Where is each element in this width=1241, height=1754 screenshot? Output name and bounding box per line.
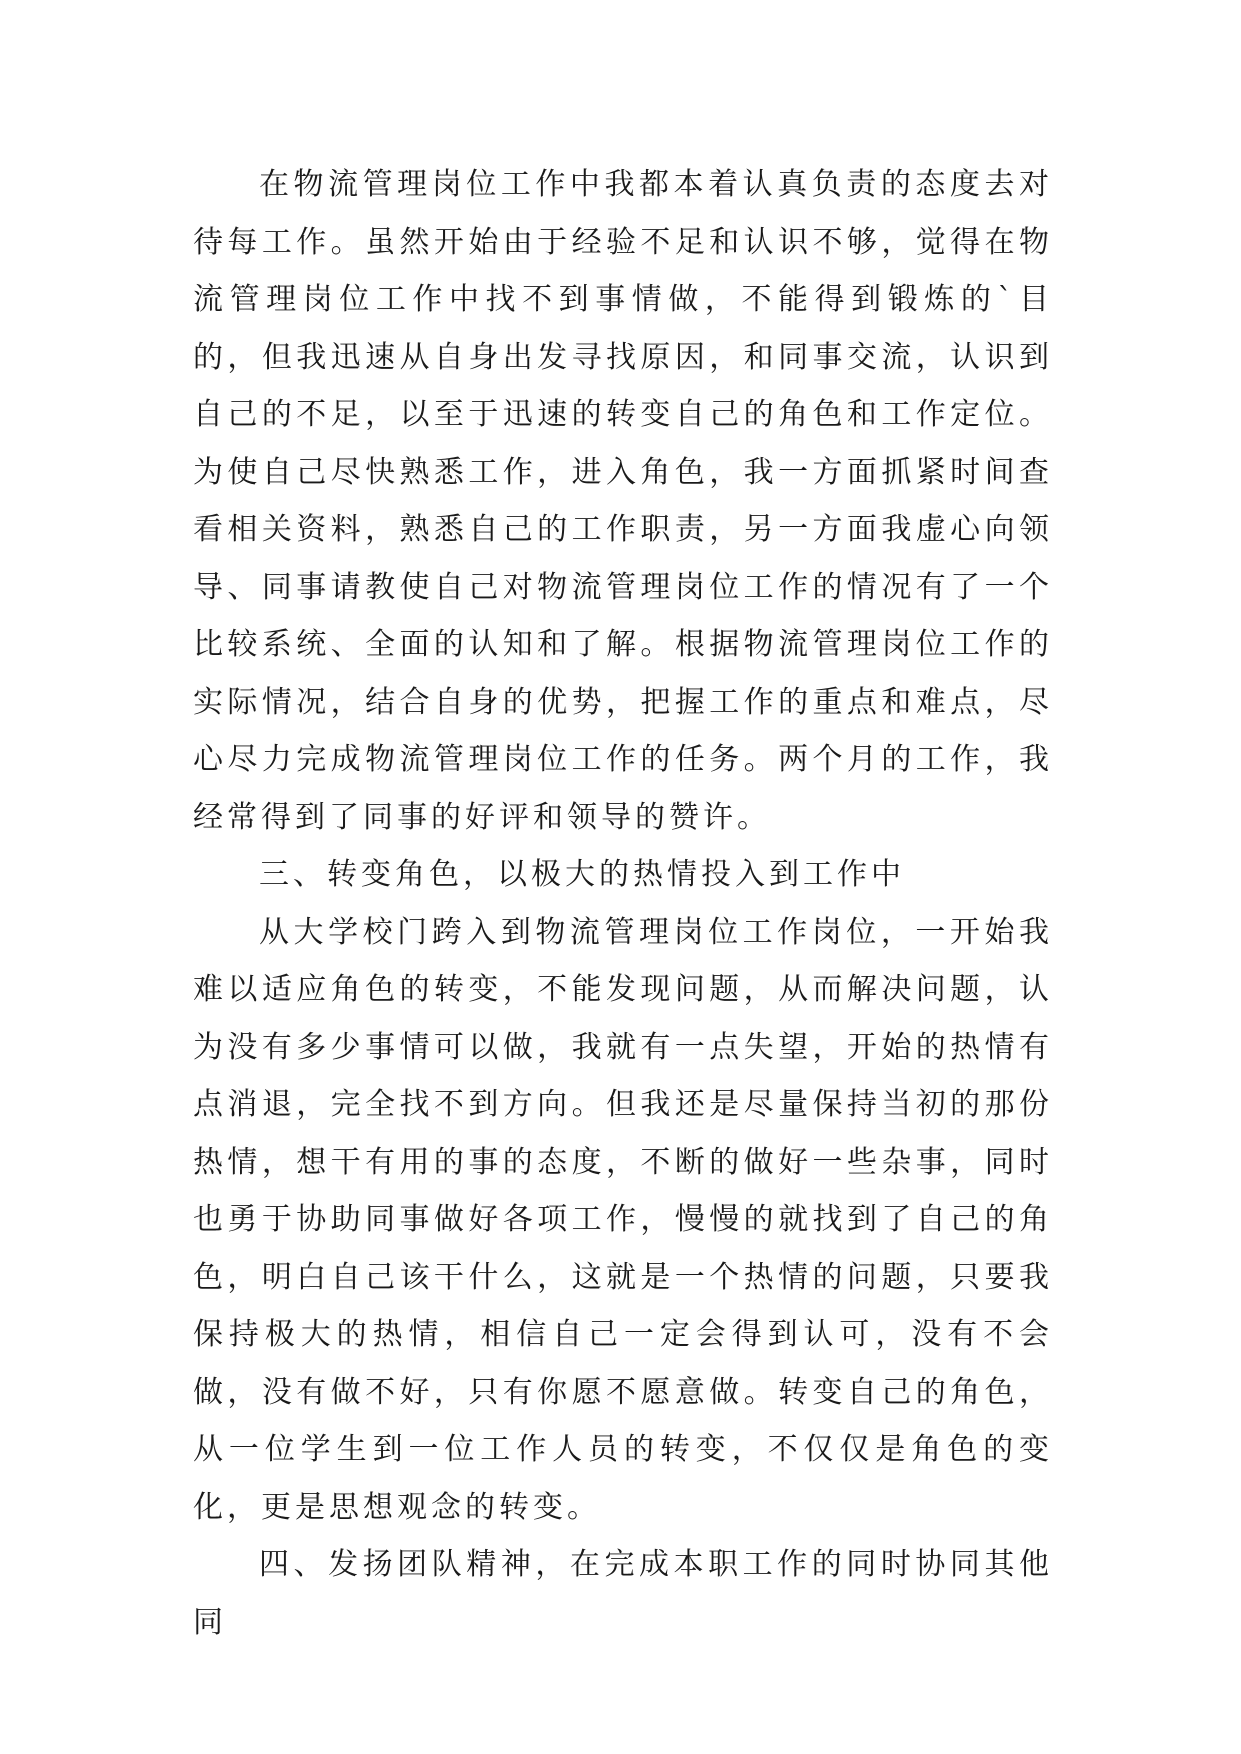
paragraph-work-attitude: 在物流管理岗位工作中我都本着认真负责的态度去对待每工作。虽然开始由于经验不足和认识不够，觉得在物流管理岗位工作中找不到事情做，不能得到锻炼的`目的，但我迅速从自身出发寻找原因，和同事交流，认识到自己的不足，以至于迅速的转变自己的角色和工作定位。为使自己尽快熟悉工作，进入角色，我一方面抓紧时间查看相关资料，熟悉自己的工作职责，另一方面我虚心向领导、同事请教使自己对物流管理岗位工作的情况有了一个比较系统、全面的认知和了解。根据物流管理岗位工作的实际情况，结合自身的优势，把握工作的重点和难点，尽心尽力完成物流管理岗位工作的任务。两个月的工作，我经常得到了同事的好评和领导的赞许。: [193, 167, 1053, 835]
section-heading-3: 三、转变角色，以极大的热情投入到工作中: [259, 857, 905, 892]
section-heading-4: 四、发扬团队精神，在完成本职工作的同时协同其他同: [193, 1547, 1053, 1640]
paragraph-role-change: 从大学校门跨入到物流管理岗位工作岗位，一开始我难以适应角色的转变，不能发现问题，从而解决问题，认为没有多少事情可以做，我就有一点失望，开始的热情有点消退，完全找不到方向。但我还是尽量保持当初的那份热情，想干有用的事的态度，不断的做好一些杂事，同时也勇于协助同事做好各项工作，慢慢的就找到了自己的角色，明白自己该干什么，这就是一个热情的问题，只要我保持极大的热情，相信自己一定会得到认可，没有不会做，没有做不好，只有你愿不愿意做。转变自己的角色，从一位学生到一位工作人员的转变，不仅仅是角色的变化，更是思想观念的转变。: [193, 914, 1053, 1525]
document-body: [193, 156, 1053, 1651]
